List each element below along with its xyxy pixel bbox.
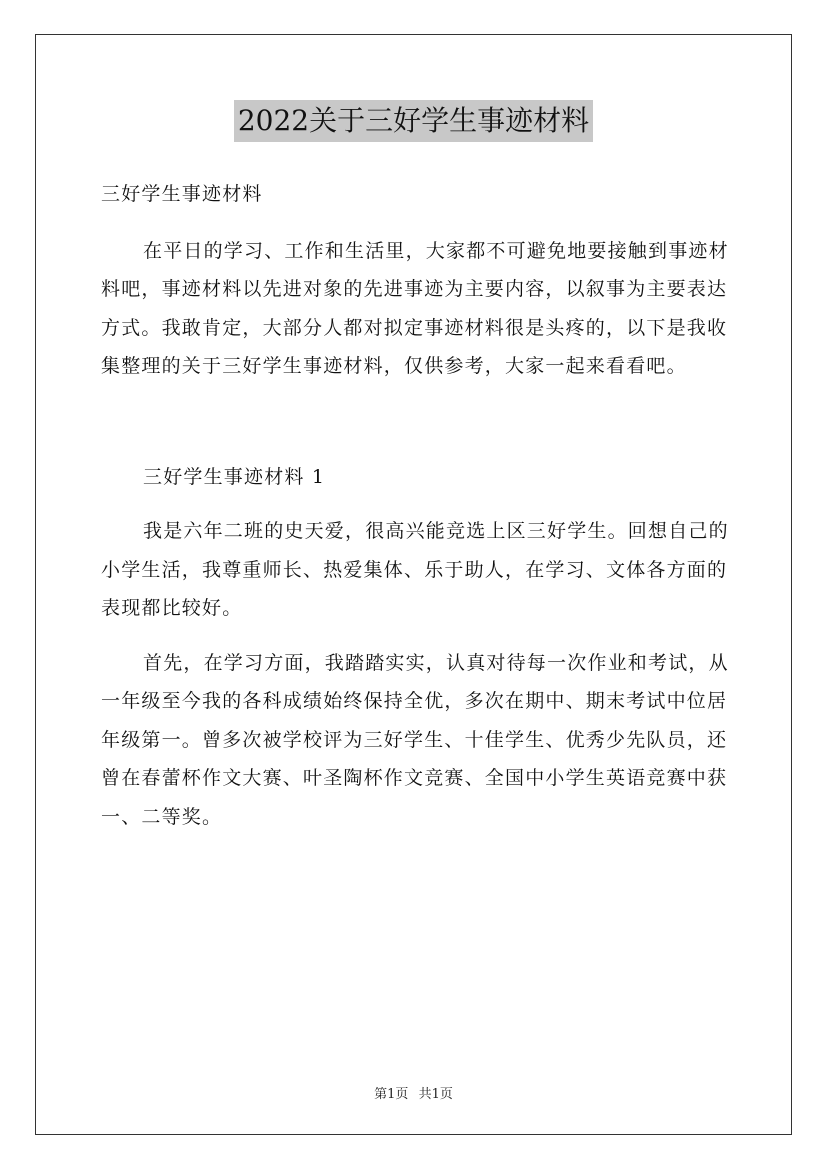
page-total: 共1页 [418, 1087, 453, 1102]
title-container [0, 100, 827, 142]
section1-heading: 三好学生事迹材料 1 [143, 465, 326, 488]
paragraph-gap [101, 386, 729, 458]
section1-paragraph-2: 首先，在学习方面，我踏踏实实，认真对待每一次作业和考试，从一年级至今我的各科成绩始终保持全优，多次在期中、期末考试中位居年级第一。曾多次被学校评为三好学生、十佳学生、优秀少先队员，还曾在春蕾杯作文大赛、叶圣陶杯作文竞赛、全国中小学生英语竞赛中获一、二等奖。 [101, 651, 729, 828]
section-heading: 三好学生事迹材料 [101, 183, 263, 205]
page-number: 第1页 [374, 1087, 409, 1102]
document-title: 2022关于三好学生事迹材料 [234, 100, 593, 142]
intro-paragraph: 在平日的学习、工作和生活里，大家都不可避免地要接触到事迹材料吧，事迹材料以先进对象的先进事迹为主要内容，以叙事为主要表达方式。我敢肯定，大部分人都对拟定事迹材料很是头疼的，以下是我收集整理的关于三好学生事迹材料，仅供参考，大家一起来看看吧。 [101, 239, 729, 378]
page-footer [0, 1083, 827, 1102]
section1-paragraph-1: 我是六年二班的史天爱，很高兴能竞选上区三好学生。回想自己的小学生活，我尊重师长、热爱集体、乐于助人，在学习、文体各方面的表现都比较好。 [101, 520, 729, 620]
document-body [101, 175, 729, 836]
